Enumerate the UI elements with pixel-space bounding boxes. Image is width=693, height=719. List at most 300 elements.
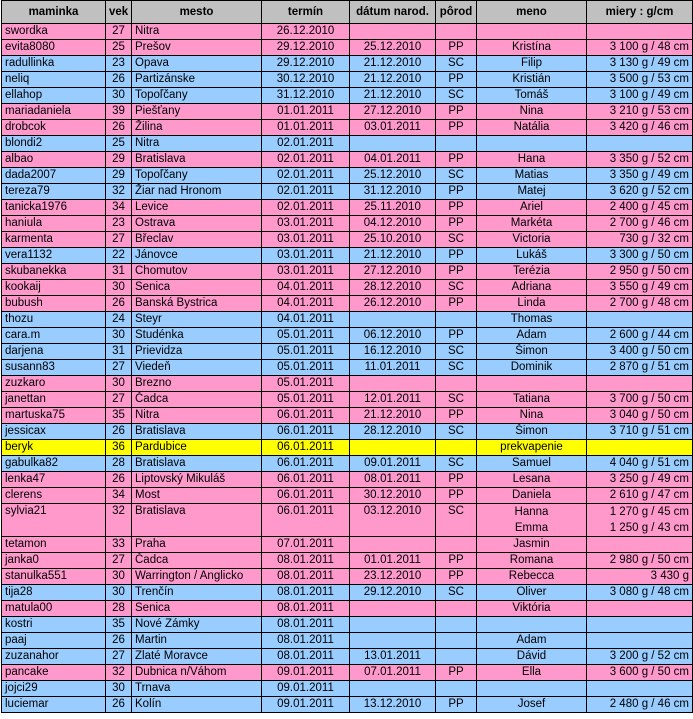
cell-vek: 27 — [106, 360, 132, 376]
cell-maminka: neliq — [2, 72, 106, 88]
cell-vek: 34 — [106, 200, 132, 216]
cell-mesto: Prievidza — [132, 344, 262, 360]
cell-datum-narod: 21.12.2010 — [350, 248, 436, 264]
cell-meno: Nina — [477, 408, 587, 424]
cell-mesto: Viedeň — [132, 360, 262, 376]
cell-maminka: drobcok — [2, 120, 106, 136]
cell-datum-narod — [350, 681, 436, 697]
cell-datum-narod: 26.12.2010 — [350, 296, 436, 312]
cell-miery — [587, 504, 693, 537]
cell-maminka: clerens — [2, 488, 106, 504]
cell-porod — [436, 440, 477, 456]
header-mesto: mesto — [132, 1, 262, 24]
cell-datum-narod — [350, 601, 436, 617]
cell-vek: 31 — [106, 264, 132, 280]
cell-porod: PP — [436, 569, 477, 585]
table-row — [2, 697, 693, 713]
cell-porod: SC — [436, 88, 477, 104]
cell-datum-narod — [350, 312, 436, 328]
cell-meno — [477, 24, 587, 40]
cell-miery: 3 040 g / 50 cm — [587, 408, 693, 424]
cell-meno: Samuel — [477, 456, 587, 472]
cell-datum-narod: 03.01.2011 — [350, 120, 436, 136]
cell-porod: PP — [436, 408, 477, 424]
cell-miery: 2 600 g / 44 cm — [587, 328, 693, 344]
cell-meno — [477, 504, 587, 537]
table-row — [2, 312, 693, 328]
cell-meno: Matias — [477, 168, 587, 184]
cell-meno: Šimon — [477, 344, 587, 360]
cell-maminka: evita8080 — [2, 40, 106, 56]
cell-vek: 36 — [106, 440, 132, 456]
cell-termin: 06.01.2011 — [262, 408, 350, 424]
cell-meno — [477, 136, 587, 152]
cell-termin: 02.01.2011 — [262, 184, 350, 200]
cell-datum-narod — [350, 617, 436, 633]
cell-mesto: Nové Zámky — [132, 617, 262, 633]
table-row — [2, 360, 693, 376]
cell-maminka: mariadaniela — [2, 104, 106, 120]
cell-vek: 32 — [106, 184, 132, 200]
cell-maminka: tanicka1976 — [2, 200, 106, 216]
cell-termin: 05.01.2011 — [262, 360, 350, 376]
cell-datum-narod: 08.01.2011 — [350, 472, 436, 488]
cell-miery — [587, 633, 693, 649]
cell-termin: 09.01.2011 — [262, 681, 350, 697]
cell-porod: PP — [436, 553, 477, 569]
cell-mesto: Trnava — [132, 681, 262, 697]
cell-miery: 3 300 g / 50 cm — [587, 248, 693, 264]
cell-meno: Oliver — [477, 585, 587, 601]
cell-mesto: Steyr — [132, 312, 262, 328]
cell-meno: Thomas — [477, 312, 587, 328]
cell-miery: 2 610 g / 47 cm — [587, 488, 693, 504]
cell-termin: 09.01.2011 — [262, 665, 350, 681]
cell-miery: 3 600 g / 50 cm — [587, 665, 693, 681]
cell-termin: 29.12.2010 — [262, 56, 350, 72]
cell-termin: 03.01.2011 — [262, 248, 350, 264]
cell-meno: Filip — [477, 56, 587, 72]
cell-vek: 31 — [106, 344, 132, 360]
cell-datum-narod: 21.12.2010 — [350, 408, 436, 424]
cell-maminka: tetamon — [2, 537, 106, 553]
cell-mesto: Piešťany — [132, 104, 262, 120]
cell-meno: Dávid — [477, 649, 587, 665]
cell-termin: 06.01.2011 — [262, 440, 350, 456]
cell-mesto: Chomutov — [132, 264, 262, 280]
cell-datum-narod: 25.12.2010 — [350, 168, 436, 184]
cell-termin: 08.01.2011 — [262, 553, 350, 569]
cell-vek: 25 — [106, 136, 132, 152]
cell-datum-narod: 01.01.2011 — [350, 553, 436, 569]
table-header-row — [2, 1, 693, 24]
cell-miery: 3 700 g / 50 cm — [587, 392, 693, 408]
table-row — [2, 585, 693, 601]
cell-porod — [436, 136, 477, 152]
cell-porod — [436, 537, 477, 553]
table-row — [2, 136, 693, 152]
cell-vek: 29 — [106, 152, 132, 168]
cell-vek: 23 — [106, 216, 132, 232]
cell-datum-narod: 21.12.2010 — [350, 56, 436, 72]
cell-porod: PP — [436, 697, 477, 713]
cell-vek: 30 — [106, 681, 132, 697]
cell-mesto: Warrington / Anglicko — [132, 569, 262, 585]
cell-vek: 30 — [106, 585, 132, 601]
cell-mesto: Čadca — [132, 553, 262, 569]
table-row — [2, 633, 693, 649]
cell-datum-narod: 25.11.2010 — [350, 200, 436, 216]
cell-porod: PP — [436, 296, 477, 312]
header-vek: vek — [106, 1, 132, 24]
cell-vek: 27 — [106, 553, 132, 569]
cell-datum-narod: 29.12.2010 — [350, 585, 436, 601]
table-row — [2, 184, 693, 200]
cell-maminka: gabulka82 — [2, 456, 106, 472]
cell-miery: 3 710 g / 51 cm — [587, 424, 693, 440]
cell-mesto: Banská Bystrica — [132, 296, 262, 312]
cell-mesto: Dubnica n/Váhom — [132, 665, 262, 681]
cell-maminka: zuzanahor — [2, 649, 106, 665]
cell-mesto: Nitra — [132, 408, 262, 424]
cell-vek: 27 — [106, 392, 132, 408]
cell-termin: 31.12.2010 — [262, 88, 350, 104]
cell-meno: Romana — [477, 553, 587, 569]
cell-line: 1 250 g / 43 cm — [609, 522, 689, 534]
cell-meno — [477, 681, 587, 697]
table-row — [2, 168, 693, 184]
table-row — [2, 456, 693, 472]
table-row — [2, 681, 693, 697]
cell-vek: 25 — [106, 40, 132, 56]
cell-vek: 26 — [106, 424, 132, 440]
cell-vek: 30 — [106, 328, 132, 344]
cell-maminka: martuska75 — [2, 408, 106, 424]
cell-termin: 05.01.2011 — [262, 376, 350, 392]
cell-datum-narod: 03.12.2010 — [350, 504, 436, 537]
table-row — [2, 280, 693, 296]
cell-miery: 3 400 g / 50 cm — [587, 344, 693, 360]
header-porod: pôrod — [436, 1, 477, 24]
cell-porod: PP — [436, 184, 477, 200]
cell-vek: 27 — [106, 24, 132, 40]
cell-mesto: Opava — [132, 56, 262, 72]
table-row — [2, 376, 693, 392]
cell-datum-narod — [350, 537, 436, 553]
cell-porod — [436, 681, 477, 697]
cell-mesto: Bratislava — [132, 152, 262, 168]
cell-meno: Linda — [477, 296, 587, 312]
cell-termin: 06.01.2011 — [262, 472, 350, 488]
table-row — [2, 472, 693, 488]
cell-meno: Adam — [477, 328, 587, 344]
table-row — [2, 569, 693, 585]
cell-mesto: Senica — [132, 601, 262, 617]
cell-meno: Nina — [477, 104, 587, 120]
cell-maminka: karmenta — [2, 232, 106, 248]
cell-meno: Daniela — [477, 488, 587, 504]
cell-porod — [436, 24, 477, 40]
cell-meno: Hana — [477, 152, 587, 168]
cell-vek: 26 — [106, 633, 132, 649]
cell-datum-narod: 04.01.2011 — [350, 152, 436, 168]
cell-termin: 08.01.2011 — [262, 601, 350, 617]
cell-termin: 08.01.2011 — [262, 649, 350, 665]
cell-maminka: cara.m — [2, 328, 106, 344]
cell-miery: 3 200 g / 52 cm — [587, 649, 693, 665]
cell-datum-narod: 21.12.2010 — [350, 72, 436, 88]
table-row — [2, 665, 693, 681]
cell-porod: PP — [436, 104, 477, 120]
birth-registry-table — [1, 0, 693, 713]
table-row — [2, 408, 693, 424]
cell-termin: 05.01.2011 — [262, 328, 350, 344]
table-row — [2, 296, 693, 312]
cell-meno: Markéta — [477, 216, 587, 232]
cell-termin: 05.01.2011 — [262, 344, 350, 360]
cell-miery — [587, 681, 693, 697]
cell-porod: SC — [436, 360, 477, 376]
cell-mesto: Bratislava — [132, 424, 262, 440]
cell-datum-narod: 11.01.2011 — [350, 360, 436, 376]
cell-porod — [436, 633, 477, 649]
cell-vek: 27 — [106, 649, 132, 665]
cell-mesto: Žilina — [132, 120, 262, 136]
cell-datum-narod: 25.12.2010 — [350, 40, 436, 56]
cell-maminka: beryk — [2, 440, 106, 456]
cell-porod: SC — [436, 344, 477, 360]
table-row — [2, 601, 693, 617]
cell-datum-narod: 21.12.2010 — [350, 88, 436, 104]
cell-maminka: darjena — [2, 344, 106, 360]
cell-meno: Matej — [477, 184, 587, 200]
cell-mesto: Kolín — [132, 697, 262, 713]
cell-line: Emma — [514, 522, 549, 534]
cell-mesto: Studénka — [132, 328, 262, 344]
table-row — [2, 537, 693, 553]
cell-datum-narod: 30.12.2010 — [350, 488, 436, 504]
cell-datum-narod: 28.12.2010 — [350, 424, 436, 440]
table-row — [2, 617, 693, 633]
cell-termin: 03.01.2011 — [262, 232, 350, 248]
cell-porod — [436, 312, 477, 328]
cell-termin: 02.01.2011 — [262, 136, 350, 152]
table-row — [2, 40, 693, 56]
cell-mesto: Senica — [132, 280, 262, 296]
cell-meno: Lesana — [477, 472, 587, 488]
cell-meno: Tatiana — [477, 392, 587, 408]
cell-termin: 05.01.2011 — [262, 392, 350, 408]
cell-mesto: Prešov — [132, 40, 262, 56]
table-row — [2, 264, 693, 280]
cell-termin: 01.01.2011 — [262, 120, 350, 136]
cell-porod — [436, 617, 477, 633]
cell-miery — [587, 601, 693, 617]
cell-mesto: Čadca — [132, 392, 262, 408]
cell-porod: PP — [436, 328, 477, 344]
cell-datum-narod: 04.12.2010 — [350, 216, 436, 232]
cell-vek: 22 — [106, 248, 132, 264]
cell-miery: 3 130 g / 49 cm — [587, 56, 693, 72]
cell-maminka: jojci29 — [2, 681, 106, 697]
cell-miery: 3 080 g / 48 cm — [587, 585, 693, 601]
cell-mesto: Pardubice — [132, 440, 262, 456]
cell-line: 1 270 g / 45 cm — [609, 506, 689, 518]
cell-miery: 3 250 g / 49 cm — [587, 472, 693, 488]
cell-meno: Adam — [477, 633, 587, 649]
cell-porod: PP — [436, 264, 477, 280]
cell-maminka: albao — [2, 152, 106, 168]
cell-miery: 3 430 g — [587, 569, 693, 585]
cell-maminka: ellahop — [2, 88, 106, 104]
cell-mesto: Most — [132, 488, 262, 504]
table-row — [2, 104, 693, 120]
cell-maminka: kookaij — [2, 280, 106, 296]
header-termin: termín — [262, 1, 350, 24]
cell-porod: PP — [436, 200, 477, 216]
cell-mesto: Ostrava — [132, 216, 262, 232]
cell-meno: Natália — [477, 120, 587, 136]
cell-vek: 26 — [106, 296, 132, 312]
cell-termin: 06.01.2011 — [262, 456, 350, 472]
cell-vek: 35 — [106, 408, 132, 424]
cell-maminka: blondi2 — [2, 136, 106, 152]
cell-datum-narod: 25.10.2010 — [350, 232, 436, 248]
cell-porod: PP — [436, 152, 477, 168]
cell-maminka: zuzkaro — [2, 376, 106, 392]
cell-meno: Ariel — [477, 200, 587, 216]
cell-datum-narod: 23.12.2010 — [350, 569, 436, 585]
table-row — [2, 88, 693, 104]
table-row — [2, 232, 693, 248]
cell-mesto: Zlaté Moravce — [132, 649, 262, 665]
cell-porod: SC — [436, 232, 477, 248]
cell-meno: Lukáš — [477, 248, 587, 264]
cell-porod: PP — [436, 472, 477, 488]
cell-meno: Terézia — [477, 264, 587, 280]
cell-porod: SC — [436, 168, 477, 184]
cell-miery: 2 700 g / 46 cm — [587, 216, 693, 232]
cell-maminka: janettan — [2, 392, 106, 408]
cell-mesto: Břeclav — [132, 232, 262, 248]
cell-termin: 03.01.2011 — [262, 264, 350, 280]
cell-datum-narod: 06.12.2010 — [350, 328, 436, 344]
table-row — [2, 152, 693, 168]
cell-maminka: skubanekka — [2, 264, 106, 280]
cell-porod: PP — [436, 72, 477, 88]
cell-porod — [436, 649, 477, 665]
cell-datum-narod — [350, 440, 436, 456]
cell-miery — [587, 617, 693, 633]
cell-datum-narod — [350, 136, 436, 152]
cell-datum-narod: 27.12.2010 — [350, 104, 436, 120]
cell-porod: SC — [436, 585, 477, 601]
cell-miery — [587, 537, 693, 553]
cell-datum-narod: 28.12.2010 — [350, 280, 436, 296]
cell-maminka: lenka47 — [2, 472, 106, 488]
cell-datum-narod — [350, 633, 436, 649]
cell-mesto: Nitra — [132, 24, 262, 40]
cell-maminka: pancake — [2, 665, 106, 681]
cell-meno: Rebecca — [477, 569, 587, 585]
cell-vek: 26 — [106, 120, 132, 136]
cell-porod: PP — [436, 120, 477, 136]
cell-miery: 3 350 g / 49 cm — [587, 168, 693, 184]
cell-meno: Ella — [477, 665, 587, 681]
header-datum-narod: dátum narod. — [350, 1, 436, 24]
cell-vek: 30 — [106, 569, 132, 585]
cell-mesto: Topoľčany — [132, 88, 262, 104]
header-maminka: maminka — [2, 1, 106, 24]
cell-vek: 32 — [106, 504, 132, 537]
cell-termin: 29.12.2010 — [262, 40, 350, 56]
cell-porod: SC — [436, 392, 477, 408]
cell-datum-narod: 12.01.2011 — [350, 392, 436, 408]
cell-mesto: Žiar nad Hronom — [132, 184, 262, 200]
cell-miery: 3 420 g / 46 cm — [587, 120, 693, 136]
cell-porod — [436, 601, 477, 617]
cell-vek: 39 — [106, 104, 132, 120]
cell-termin: 08.01.2011 — [262, 569, 350, 585]
table-row — [2, 344, 693, 360]
cell-vek: 26 — [106, 72, 132, 88]
table-row — [2, 56, 693, 72]
cell-miery: 4 040 g / 51 cm — [587, 456, 693, 472]
cell-meno — [477, 376, 587, 392]
cell-vek: 27 — [106, 232, 132, 248]
cell-termin: 08.01.2011 — [262, 633, 350, 649]
cell-miery: 2 400 g / 45 cm — [587, 200, 693, 216]
cell-termin: 09.01.2011 — [262, 697, 350, 713]
cell-mesto: Brezno — [132, 376, 262, 392]
cell-vek: 35 — [106, 617, 132, 633]
cell-termin: 03.01.2011 — [262, 216, 350, 232]
cell-termin: 04.01.2011 — [262, 296, 350, 312]
cell-porod: PP — [436, 248, 477, 264]
cell-meno: Tomáš — [477, 88, 587, 104]
cell-maminka: dada2007 — [2, 168, 106, 184]
cell-termin: 08.01.2011 — [262, 617, 350, 633]
cell-maminka: sylvia21 — [2, 504, 106, 537]
cell-maminka: janka0 — [2, 553, 106, 569]
cell-meno: Adriana — [477, 280, 587, 296]
cell-line: Hanna — [514, 506, 549, 518]
cell-maminka: bubush — [2, 296, 106, 312]
cell-meno: Kristína — [477, 40, 587, 56]
table-row — [2, 248, 693, 264]
cell-maminka: luciemar — [2, 697, 106, 713]
table-row — [2, 424, 693, 440]
cell-meno: Viktória — [477, 601, 587, 617]
table-row — [2, 649, 693, 665]
cell-vek: 26 — [106, 697, 132, 713]
cell-vek: 30 — [106, 376, 132, 392]
cell-datum-narod: 07.01.2011 — [350, 665, 436, 681]
cell-maminka: thozu — [2, 312, 106, 328]
cell-termin: 26.12.2010 — [262, 24, 350, 40]
cell-datum-narod — [350, 376, 436, 392]
cell-mesto: Jánovce — [132, 248, 262, 264]
cell-vek: 24 — [106, 312, 132, 328]
cell-mesto: Martin — [132, 633, 262, 649]
cell-porod: SC — [436, 504, 477, 537]
cell-miery: 2 980 g / 50 cm — [587, 553, 693, 569]
cell-maminka: tija28 — [2, 585, 106, 601]
cell-miery: 3 350 g / 52 cm — [587, 152, 693, 168]
table-row — [2, 120, 693, 136]
cell-miery: 3 210 g / 53 cm — [587, 104, 693, 120]
cell-maminka: jessicax — [2, 424, 106, 440]
